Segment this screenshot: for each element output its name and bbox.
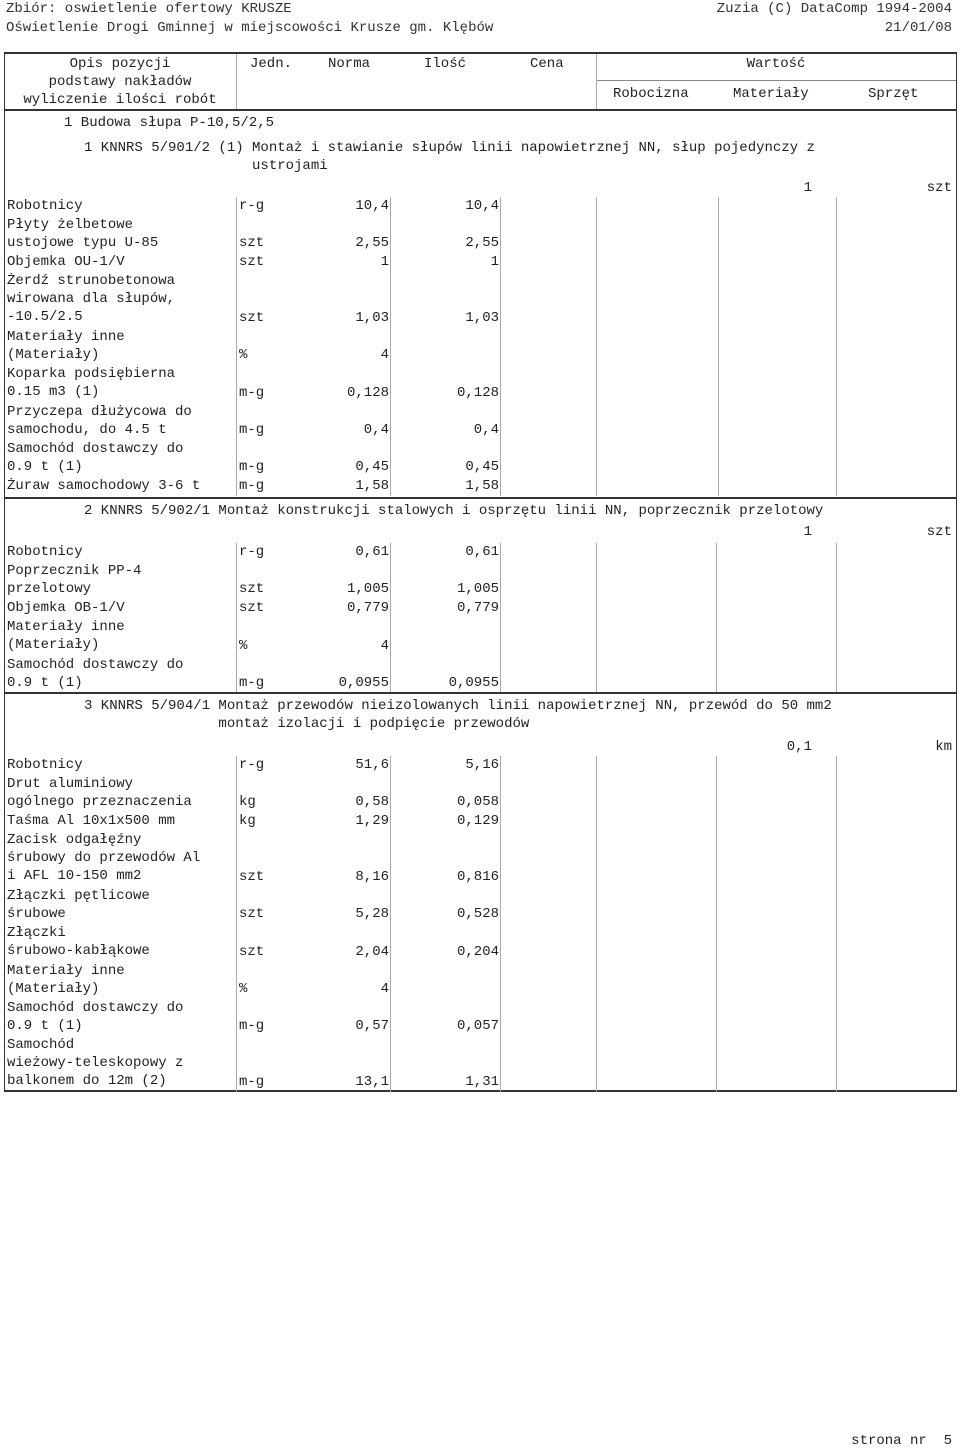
resource-description: Koparka podsiębierna 0.15 m3 (1) [7, 366, 176, 401]
col-header-wartosc: Wartość [746, 56, 806, 72]
resource-quantity: 5,16 [465, 757, 499, 773]
position-quantity: 1 [803, 524, 812, 540]
resource-quantity: 0,0955 [448, 674, 499, 691]
grid-column-line [596, 197, 597, 496]
grid-column-line [500, 756, 501, 1092]
resource-quantity: 0,129 [456, 813, 499, 830]
software-credit: Zuzia (C) DataComp 1994-2004 [716, 1, 952, 17]
grid-column-line [236, 543, 237, 693]
resource-quantity: 0,204 [456, 943, 499, 960]
col-header-sprzet: Sprzęt [868, 86, 919, 102]
resource-norm: 51,6 [355, 757, 389, 773]
resource-norm: 0,779 [346, 600, 389, 617]
position-unit: km [935, 739, 952, 755]
grid-column-line [836, 756, 837, 1092]
resource-description: Objemka OU-1/V [7, 254, 125, 271]
resource-quantity: 0,128 [456, 384, 499, 401]
document-date: 21/01/08 [884, 20, 952, 36]
resource-description: Poprzecznik PP-4 przelotowy [7, 563, 142, 597]
resource-norm: 13,1 [355, 1073, 389, 1090]
position-title: 2 KNNRS 5/902/1 Montaż konstrukcji stalowych i osprzętu linii NN, poprzecznik przelotowy [84, 503, 824, 519]
resource-unit: szt [239, 309, 265, 326]
resource-quantity: 10,4 [465, 198, 499, 214]
resource-norm: 4 [380, 637, 389, 654]
position-unit: szt [926, 180, 952, 196]
resource-norm: 4 [380, 980, 389, 997]
resource-quantity: 1 [490, 254, 499, 271]
resource-unit: kg [239, 794, 256, 811]
resource-description: Zacisk odgałęźny śrubowy do przewodów Al i AFL 10-150 mm2 [7, 832, 201, 885]
resource-unit: m-g [239, 1073, 265, 1090]
wartosc-sub-rule [596, 80, 957, 81]
resource-unit: m-g [239, 478, 265, 495]
grid-column-line [236, 197, 237, 496]
collection-name: Zbiór: oswietlenie ofertowy KRUSZE [6, 1, 292, 17]
resource-norm: 0,58 [355, 794, 389, 811]
col-header-norma: Norma [328, 56, 371, 72]
table-top-rule [4, 52, 957, 54]
resource-quantity: 0,4 [473, 421, 499, 438]
resource-quantity: 0,61 [465, 544, 499, 560]
resource-norm: 4 [380, 347, 389, 364]
resource-description: Robotnicy [7, 198, 83, 214]
resource-description: Materiały inne (Materiały) [7, 328, 125, 363]
resource-quantity: 1,31 [465, 1073, 499, 1090]
resource-description: Samochód dostawczy do 0.9 t (1) [7, 440, 184, 475]
resource-unit: % [239, 637, 248, 654]
resource-description: Taśma Al 10x1x500 mm [7, 813, 176, 830]
resource-unit: szt [239, 943, 265, 960]
resource-norm: 2,55 [355, 235, 389, 252]
resource-description: Złączki pętlicowe śrubowe [7, 887, 150, 922]
resource-norm: 0,45 [355, 459, 389, 476]
resource-quantity: 0,779 [456, 600, 499, 617]
resource-description: Robotnicy [7, 544, 83, 560]
table-left-border [4, 52, 5, 1090]
project-title: Oświetlenie Drogi Gminnej w miejscowości Krusze gm. Klębów [6, 20, 494, 36]
section-title: 1 Budowa słupa P-10,5/2,5 [64, 115, 275, 131]
resource-norm: 10,4 [355, 198, 389, 214]
resource-norm: 0,128 [346, 384, 389, 401]
resource-quantity: 0,45 [465, 459, 499, 476]
resource-unit: r-g [239, 757, 265, 773]
resource-description: Przyczepa dłużycowa do samochodu, do 4.5 t [7, 403, 192, 438]
grid-column-line [836, 197, 837, 496]
resource-quantity: 1,58 [465, 478, 499, 495]
grid-column-line [390, 543, 391, 693]
resource-quantity: 0,057 [456, 1018, 499, 1035]
position-quantity: 1 [803, 180, 812, 196]
resource-unit: % [239, 347, 248, 364]
resource-unit: m-g [239, 421, 265, 438]
col-header-materialy: Materiały [733, 86, 809, 102]
resource-description: Złączki śrubowo-kabłąkowe [7, 925, 150, 960]
resource-description: Samochód dostawczy do 0.9 t (1) [7, 656, 184, 691]
resource-description: Żerdź strunobetonowa wirowana dla słupów, -10.5/2.5 [7, 273, 176, 326]
resource-norm: 1,58 [355, 478, 389, 495]
position-unit: szt [926, 524, 952, 540]
resource-quantity: 0,058 [456, 794, 499, 811]
resource-description: Samochód dostawczy do 0.9 t (1) [7, 999, 184, 1034]
col-header-jedn: Jedn. [250, 56, 293, 72]
resource-norm: 0,61 [355, 544, 389, 560]
resource-description: Objemka OB-1/V [7, 600, 125, 617]
resource-norm: 1 [380, 254, 389, 271]
grid-column-line [500, 543, 501, 693]
resource-description: Materiały inne (Materiały) [7, 619, 125, 654]
col-header-ilosc: Ilość [424, 56, 467, 72]
resource-description: Materiały inne (Materiały) [7, 962, 125, 997]
resource-unit: szt [239, 868, 265, 885]
resource-unit: kg [239, 813, 256, 830]
grid-column-line [836, 543, 837, 693]
resource-unit: m-g [239, 674, 265, 691]
grid-column-line [390, 756, 391, 1092]
resource-norm: 2,04 [355, 943, 389, 960]
table-header-rule [4, 109, 957, 111]
grid-column-line [236, 756, 237, 1092]
resource-norm: 8,16 [355, 868, 389, 885]
resource-description: Samochód wieżowy-teleskopowy z balkonem do 12m (2) [7, 1037, 184, 1090]
resource-norm: 5,28 [355, 906, 389, 923]
position-divider-rule [4, 692, 957, 694]
grid-column-line [716, 756, 717, 1092]
grid-column-line [596, 543, 597, 693]
resource-quantity: 0,816 [456, 868, 499, 885]
grid-column-line [716, 543, 717, 693]
grid-column-line [718, 197, 719, 496]
resource-description: Robotnicy [7, 757, 83, 773]
page-number: strona nr 5 [851, 1433, 952, 1449]
resource-quantity: 1,005 [456, 581, 499, 598]
resource-unit: r-g [239, 198, 265, 214]
resource-unit: szt [239, 906, 265, 923]
resource-quantity: 0,528 [456, 906, 499, 923]
resource-unit: szt [239, 254, 265, 271]
resource-unit: szt [239, 235, 265, 252]
resource-quantity: 1,03 [465, 309, 499, 326]
col-header-cena: Cena [530, 56, 564, 72]
resource-norm: 0,4 [363, 421, 389, 438]
col-header-robocizna: Robocizna [613, 86, 689, 102]
position-divider-rule [4, 497, 957, 499]
resource-unit: m-g [239, 1018, 265, 1035]
grid-column-line [500, 197, 501, 496]
resource-norm: 1,03 [355, 309, 389, 326]
resource-unit: r-g [239, 544, 265, 560]
resource-description: Płyty żelbetowe ustojowe typu U-85 [7, 217, 159, 251]
col-header-opis: Opis pozycji podstawy nakładów wyliczenie ilości robót [23, 56, 217, 108]
resource-norm: 1,29 [355, 813, 389, 830]
resource-unit: m-g [239, 384, 265, 401]
position-quantity: 0,1 [786, 739, 812, 755]
resource-norm: 0,57 [355, 1018, 389, 1035]
resource-unit: % [239, 980, 248, 997]
position-title: 1 KNNRS 5/901/2 (1) Montaż i stawianie słupów linii napowietrznej NN, słup pojedynczy z ustrojami [84, 140, 815, 174]
col-divider [236, 54, 237, 109]
resource-quantity: 2,55 [465, 235, 499, 252]
resource-norm: 1,005 [346, 581, 389, 598]
resource-unit: szt [239, 600, 265, 617]
resource-norm: 0,0955 [338, 674, 389, 691]
table-right-border [956, 52, 957, 1090]
resource-unit: m-g [239, 459, 265, 476]
resource-description: Żuraw samochodowy 3-6 t [7, 478, 201, 495]
grid-column-line [596, 756, 597, 1092]
position-title: 3 KNNRS 5/904/1 Montaż przewodów nieizolowanych linii napowietrznej NN, przewód do 50 mm2 montaż izolacji i podpięcie przewodów [84, 698, 832, 732]
resource-unit: szt [239, 581, 265, 598]
grid-column-line [390, 197, 391, 496]
resource-description: Drut aluminiowy ogólnego przeznaczenia [7, 776, 192, 810]
